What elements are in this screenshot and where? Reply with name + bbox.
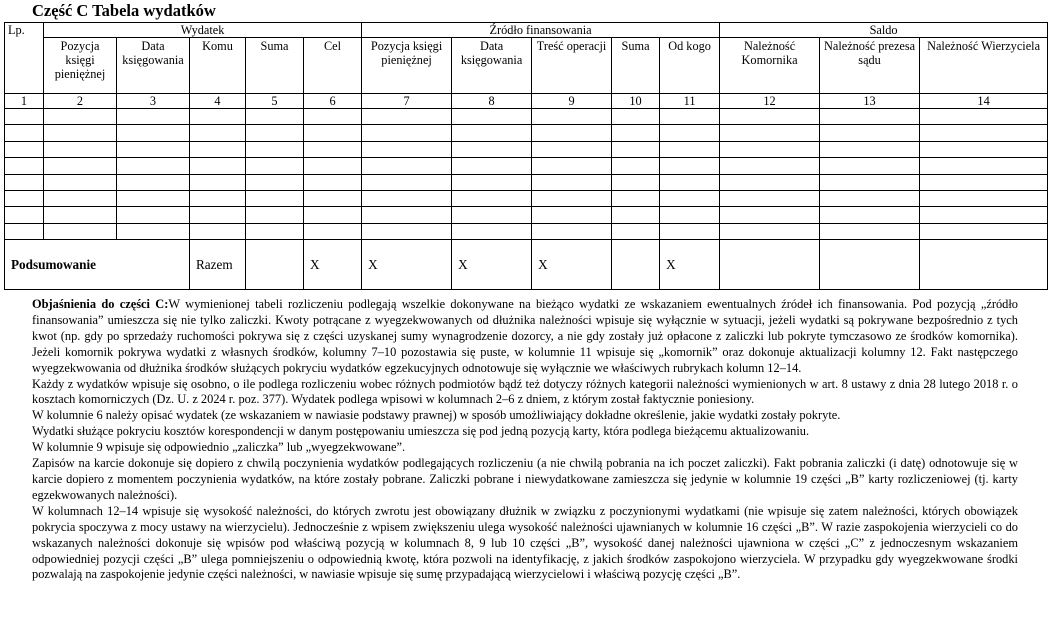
table-cell <box>720 223 820 239</box>
notes-paragraph: W kolumnie 9 wpisuje się odpowiednio „zaliczka” lub „wyegzekwowane”. <box>32 440 406 455</box>
column-header: Komu <box>190 38 246 94</box>
table-cell <box>362 125 452 141</box>
table-cell <box>304 223 362 239</box>
table-cell <box>246 141 304 157</box>
column-header: Suma <box>612 38 660 94</box>
table-cell <box>452 223 532 239</box>
summary-cell: X <box>452 240 532 290</box>
table-cell <box>660 125 720 141</box>
table-cell <box>820 141 920 157</box>
table-cell <box>117 158 190 174</box>
table-cell <box>720 141 820 157</box>
table-cell <box>720 125 820 141</box>
table-cell <box>612 223 660 239</box>
column-number: 12 <box>720 94 820 109</box>
table-cell <box>190 141 246 157</box>
table-cell <box>246 207 304 223</box>
table-cell <box>304 207 362 223</box>
table-row <box>5 158 1048 174</box>
summary-label: Podsumowanie <box>5 240 190 290</box>
blank-rows <box>5 109 1048 240</box>
table-cell <box>362 223 452 239</box>
table-cell <box>612 207 660 223</box>
table-cell <box>660 109 720 125</box>
table-cell <box>452 125 532 141</box>
table-cell <box>920 141 1048 157</box>
notes-paragraph: W kolumnach 12–14 wpisuje się wysokość należności, do których zwrotu jest obowiązany dłużnik w związku z poczynionymi wydatkami (nie wpisuje się zatem należności, których obowiązek pokrycia spoczywa z mocy ustawy na wierzycielu). Jednocześnie z wpisem zwiększeniu ulega wysokość należności ujawnianych w kolumnie 16 części „B”. W razie zaspokojenia wierzycieli co do wskazanych należności dokonuje się wpisów pod właściwą pozycją w kolumnach 8, 9 lub 10 części „B”, wysokość danej należności ujawniona w części „C” z jednoczesnym wskazaniem odpowiedniej pozycji części „B” ulega pomniejszeniu o odpowiednią kwotę, która pozwoli na identyfikację, z jakich środków zaspokojono wierzyciela. W przypadku gdy wyegzekwowane środki pozwalają na zaspokojenie jedynie części należności, w nawiasie wpisuje się sumę przypadającą wierzycielowi i właściwą pozycję części „B”. <box>32 503 1018 582</box>
column-number: 10 <box>612 94 660 109</box>
table-cell <box>117 223 190 239</box>
table-cell <box>452 109 532 125</box>
table-cell <box>362 174 452 190</box>
table-cell <box>5 158 44 174</box>
column-header: Data księgowania <box>452 38 532 94</box>
table-cell <box>304 141 362 157</box>
table-cell <box>246 174 304 190</box>
column-number: 8 <box>452 94 532 109</box>
table-cell <box>612 109 660 125</box>
column-number: 13 <box>820 94 920 109</box>
table-cell <box>44 141 117 157</box>
table-cell <box>532 207 612 223</box>
table-cell <box>246 190 304 206</box>
column-header: Treść operacji <box>532 38 612 94</box>
table-cell <box>5 190 44 206</box>
notes-paragraph: Każdy z wydatków wpisuje się osobno, o ile podlega rozliczeniu wobec różnych podmiotów bądź też dotyczy różnych kategorii należności wymienionych w art. 8 ustawy z dnia 28 lutego 2018 r. o kosztach komorniczych (Dz. U. z 2024 r. poz. 377). Wydatek podlega wpisowi w kolumnach 2–6 z dniem, z którym został faktycznie poniesiony. <box>32 376 1018 407</box>
table-cell <box>612 125 660 141</box>
table-cell <box>920 109 1048 125</box>
summary-razem: Razem <box>190 240 246 290</box>
column-number: 6 <box>304 94 362 109</box>
table-cell <box>117 109 190 125</box>
table-cell <box>44 109 117 125</box>
table-cell <box>612 174 660 190</box>
table-cell <box>720 207 820 223</box>
notes-paragraph: W kolumnie 6 należy opisać wydatek (ze wskazaniem w nawiasie podstawy prawnej) w sposób umożliwiający dokładne określenie, jakie wydatki zostały pokryte. <box>32 408 841 423</box>
table-cell <box>660 190 720 206</box>
table-cell <box>660 141 720 157</box>
table-cell <box>5 223 44 239</box>
column-header: Pozycja księgi pieniężnej <box>44 38 117 94</box>
table-cell <box>117 141 190 157</box>
table-cell <box>532 109 612 125</box>
table-cell <box>362 190 452 206</box>
summary-cell <box>820 240 920 290</box>
notes-paragraph: Wydatki służące pokryciu kosztów korespondencji w danym postępowaniu umieszcza się pod jedną pozycją karty, która podlega bieżącemu aktualizowaniu. <box>32 424 810 439</box>
column-number: 3 <box>117 94 190 109</box>
table-cell <box>920 174 1048 190</box>
table-cell <box>190 190 246 206</box>
table-cell <box>660 207 720 223</box>
notes-paragraph <box>32 297 1018 377</box>
table-cell <box>920 158 1048 174</box>
group-zrodlo: Źródło finansowania <box>362 23 720 38</box>
table-cell <box>117 125 190 141</box>
table-cell <box>117 207 190 223</box>
table-cell <box>190 109 246 125</box>
table-cell <box>720 109 820 125</box>
table-cell <box>5 141 44 157</box>
column-header: Cel <box>304 38 362 94</box>
table-cell <box>5 109 44 125</box>
table-cell <box>44 207 117 223</box>
column-header: Należność Komornika <box>720 38 820 94</box>
table-cell <box>190 207 246 223</box>
table-cell <box>720 174 820 190</box>
notes-paragraph: Zapisów na karcie dokonuje się dopiero z chwilą poczynienia wydatków podlegających rozliczeniu (a nie chwilą pobrania na ich poczet zaliczki). Fakt pobrania zaliczki (i datę) odnotowuje się w karcie dopiero z momentem poczynienia wydatków, na które zostały pobrane. Zaliczki pobrane i niewydatkowane zamieszcza się jedynie w kolumnie 19 części „B” karty rozliczeniowej (tj. karty egzekwowanych należności). <box>32 456 1018 502</box>
column-number: 4 <box>190 94 246 109</box>
group-header-row <box>5 23 1048 38</box>
column-number: 2 <box>44 94 117 109</box>
table-cell <box>304 109 362 125</box>
table-cell <box>660 174 720 190</box>
table-cell <box>452 190 532 206</box>
summary-cell <box>246 240 304 290</box>
table-cell <box>362 207 452 223</box>
table-row <box>5 174 1048 190</box>
table-cell <box>452 174 532 190</box>
table-cell <box>612 141 660 157</box>
table-cell <box>660 158 720 174</box>
summary-cell: X <box>532 240 612 290</box>
column-number: 7 <box>362 94 452 109</box>
table-cell <box>532 174 612 190</box>
table-cell <box>820 174 920 190</box>
table-cell <box>190 158 246 174</box>
notes-lead: Objaśnienia do części C: <box>32 297 169 311</box>
table-cell <box>304 174 362 190</box>
table-row <box>5 141 1048 157</box>
table-cell <box>532 141 612 157</box>
table-cell <box>820 158 920 174</box>
table-row <box>5 109 1048 125</box>
table-cell <box>452 207 532 223</box>
column-header: Pozycja księgi pieniężnej <box>362 38 452 94</box>
column-header: Od kogo <box>660 38 720 94</box>
table-row <box>5 190 1048 206</box>
table-cell <box>532 223 612 239</box>
table-cell <box>612 158 660 174</box>
table-cell <box>44 223 117 239</box>
table-cell <box>5 207 44 223</box>
table-cell <box>720 190 820 206</box>
table-cell <box>532 190 612 206</box>
table-cell <box>246 158 304 174</box>
column-header: Należność prezesa sądu <box>820 38 920 94</box>
table-cell <box>612 190 660 206</box>
table-cell <box>362 109 452 125</box>
table-cell <box>246 223 304 239</box>
table-cell <box>304 190 362 206</box>
table-cell <box>920 190 1048 206</box>
column-header: Data księgowania <box>117 38 190 94</box>
table-cell <box>532 125 612 141</box>
column-header: Suma <box>246 38 304 94</box>
table-cell <box>820 223 920 239</box>
table-cell <box>820 207 920 223</box>
column-number: 14 <box>920 94 1048 109</box>
notes-text: W wymienionej tabeli rozliczeniu podlegają wszelkie dokonywane na bieżąco wydatki ze wskazaniem ewentualnych źródeł ich finansowania. Pod pozycją „źródło finansowania” umieszcza się nie tylko zaliczki. Kwoty potrącane z wyegzekwowanych od dłużnika należności wpisuje się wyłącznie w sytuacji, jeżeli wydatki są pokrywane bezpośrednio z tych kwot (np. gdy po sprzedaży ruchomości pokrywa się z części uzyskanej sumy wynagrodzenie dozorcy, a nie gdy zostały już opłacone z zaliczki lub pokryte tymczasowo ze środków komornika). Jeżeli komornik pokrywa wydatki z własnych środków, kolumny 7–10 pozostawia się puste, w kolumnie 11 wpisuje się „komornik” oraz dokonuje aktualizacji kolumny 12. Fakt następczego wyegzekwowania od dłużnika środków służących pokryciu wydatków egzekucyjnych odnotowuje się wyłącznie we właściwych rubrykach kolumn 12–14. <box>32 297 1018 375</box>
group-wydatek: Wydatek <box>44 23 362 38</box>
table-cell <box>190 223 246 239</box>
page-title: Część C Tabela wydatków <box>32 1 216 20</box>
column-number: 1 <box>5 94 44 109</box>
column-number: 11 <box>660 94 720 109</box>
table-cell <box>190 174 246 190</box>
expenses-table <box>4 22 1048 290</box>
table-cell <box>920 207 1048 223</box>
table-row <box>5 125 1048 141</box>
summary-cell <box>612 240 660 290</box>
summary-row <box>5 240 1048 290</box>
column-number: 9 <box>532 94 612 109</box>
table-cell <box>452 141 532 157</box>
table-cell <box>5 125 44 141</box>
explanations <box>32 297 1018 583</box>
table-cell <box>532 158 612 174</box>
table-cell <box>44 125 117 141</box>
column-header-row <box>5 38 1048 94</box>
table-row <box>5 207 1048 223</box>
column-number-row <box>5 94 1048 109</box>
table-cell <box>246 125 304 141</box>
column-number: 5 <box>246 94 304 109</box>
table-cell <box>452 158 532 174</box>
table-cell <box>44 174 117 190</box>
table-cell <box>660 223 720 239</box>
table-cell <box>920 125 1048 141</box>
table-cell <box>117 174 190 190</box>
table-cell <box>820 125 920 141</box>
table-cell <box>44 190 117 206</box>
table-cell <box>44 158 117 174</box>
table-cell <box>190 125 246 141</box>
table-cell <box>5 174 44 190</box>
summary-cell <box>720 240 820 290</box>
summary-cell <box>920 240 1048 290</box>
table-cell <box>117 190 190 206</box>
table-cell <box>720 158 820 174</box>
table-cell <box>820 190 920 206</box>
table-cell <box>820 109 920 125</box>
table-cell <box>304 125 362 141</box>
summary-cell: X <box>304 240 362 290</box>
lp-header: Lp. <box>5 23 44 94</box>
table-cell <box>246 109 304 125</box>
table-row <box>5 223 1048 239</box>
table-cell <box>362 158 452 174</box>
table-cell <box>920 223 1048 239</box>
column-header: Należność Wierzyciela <box>920 38 1048 94</box>
summary-cell: X <box>362 240 452 290</box>
group-saldo: Saldo <box>720 23 1048 38</box>
summary-cell: X <box>660 240 720 290</box>
table-cell <box>304 158 362 174</box>
table-cell <box>362 141 452 157</box>
